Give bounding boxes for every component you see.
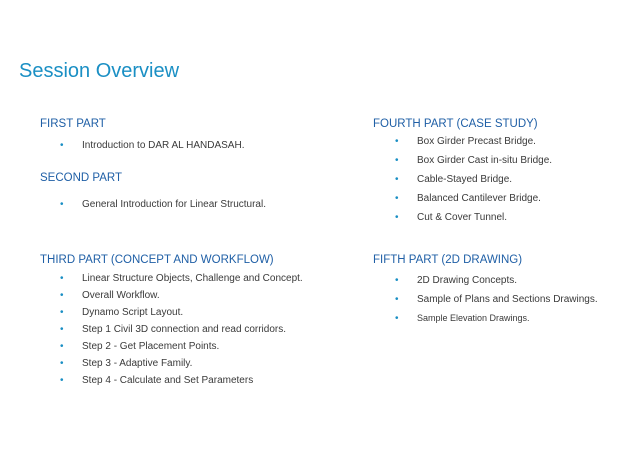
- list-item: • Step 3 - Adaptive Family.: [60, 355, 303, 372]
- bullet-icon: •: [60, 273, 64, 284]
- list-item: • Linear Structure Objects, Challenge and Concept.: [60, 270, 303, 287]
- bullet-icon: •: [60, 140, 64, 151]
- bullet-list: [373, 271, 598, 328]
- section-fourth-part: [373, 118, 552, 227]
- bullet-icon: •: [395, 212, 399, 223]
- section-heading: FIFTH PART (2D DRAWING): [373, 254, 523, 266]
- bullet-list: [40, 270, 303, 389]
- section-fifth-part: [373, 254, 598, 328]
- list-item: • Step 4 - Calculate and Set Parameters: [60, 372, 303, 389]
- section-third-part: [40, 254, 303, 389]
- list-item: • General Introduction for Linear Structural.: [60, 196, 266, 213]
- bullet-list: [373, 132, 552, 227]
- list-item: • Box Girder Precast Bridge.: [395, 132, 552, 151]
- list-item: • Step 1 Civil 3D connection and read corridors.: [60, 321, 303, 338]
- list-item: • Dynamo Script Layout.: [60, 304, 303, 321]
- bullet-icon: •: [60, 307, 64, 318]
- list-item: • Overall Workflow.: [60, 287, 303, 304]
- bullet-icon: •: [60, 358, 64, 369]
- list-item: • Cut & Cover Tunnel.: [395, 208, 552, 227]
- section-heading: FIRST PART: [40, 118, 106, 130]
- list-item: • Cable-Stayed Bridge.: [395, 170, 552, 189]
- bullet-icon: •: [395, 155, 399, 166]
- bullet-list: [40, 137, 244, 154]
- bullet-icon: •: [395, 174, 399, 185]
- list-item: • Step 2 - Get Placement Points.: [60, 338, 303, 355]
- section-heading: FOURTH PART (CASE STUDY): [373, 118, 538, 130]
- bullet-icon: •: [60, 290, 64, 301]
- bullet-icon: •: [60, 341, 64, 352]
- list-item: • Box Girder Cast in-situ Bridge.: [395, 151, 552, 170]
- list-item: • Sample Elevation Drawings.: [395, 309, 598, 328]
- bullet-icon: •: [395, 275, 399, 286]
- list-item: • Introduction to DAR AL HANDASAH.: [60, 137, 244, 154]
- bullet-icon: •: [395, 193, 399, 204]
- bullet-icon: •: [60, 199, 64, 210]
- section-first-part: [40, 118, 244, 154]
- section-heading: THIRD PART (CONCEPT AND WORKFLOW): [40, 254, 274, 266]
- list-item: • 2D Drawing Concepts.: [395, 271, 598, 290]
- bullet-icon: •: [395, 294, 399, 305]
- section-heading: SECOND PART: [40, 172, 123, 184]
- page-title: Session Overview: [19, 60, 180, 82]
- list-item: • Balanced Cantilever Bridge.: [395, 189, 552, 208]
- bullet-icon: •: [395, 313, 399, 324]
- section-second-part: [40, 172, 266, 213]
- bullet-icon: •: [60, 324, 64, 335]
- list-item: • Sample of Plans and Sections Drawings.: [395, 290, 598, 309]
- bullet-list: [40, 196, 266, 213]
- bullet-icon: •: [60, 375, 64, 386]
- bullet-icon: •: [395, 136, 399, 147]
